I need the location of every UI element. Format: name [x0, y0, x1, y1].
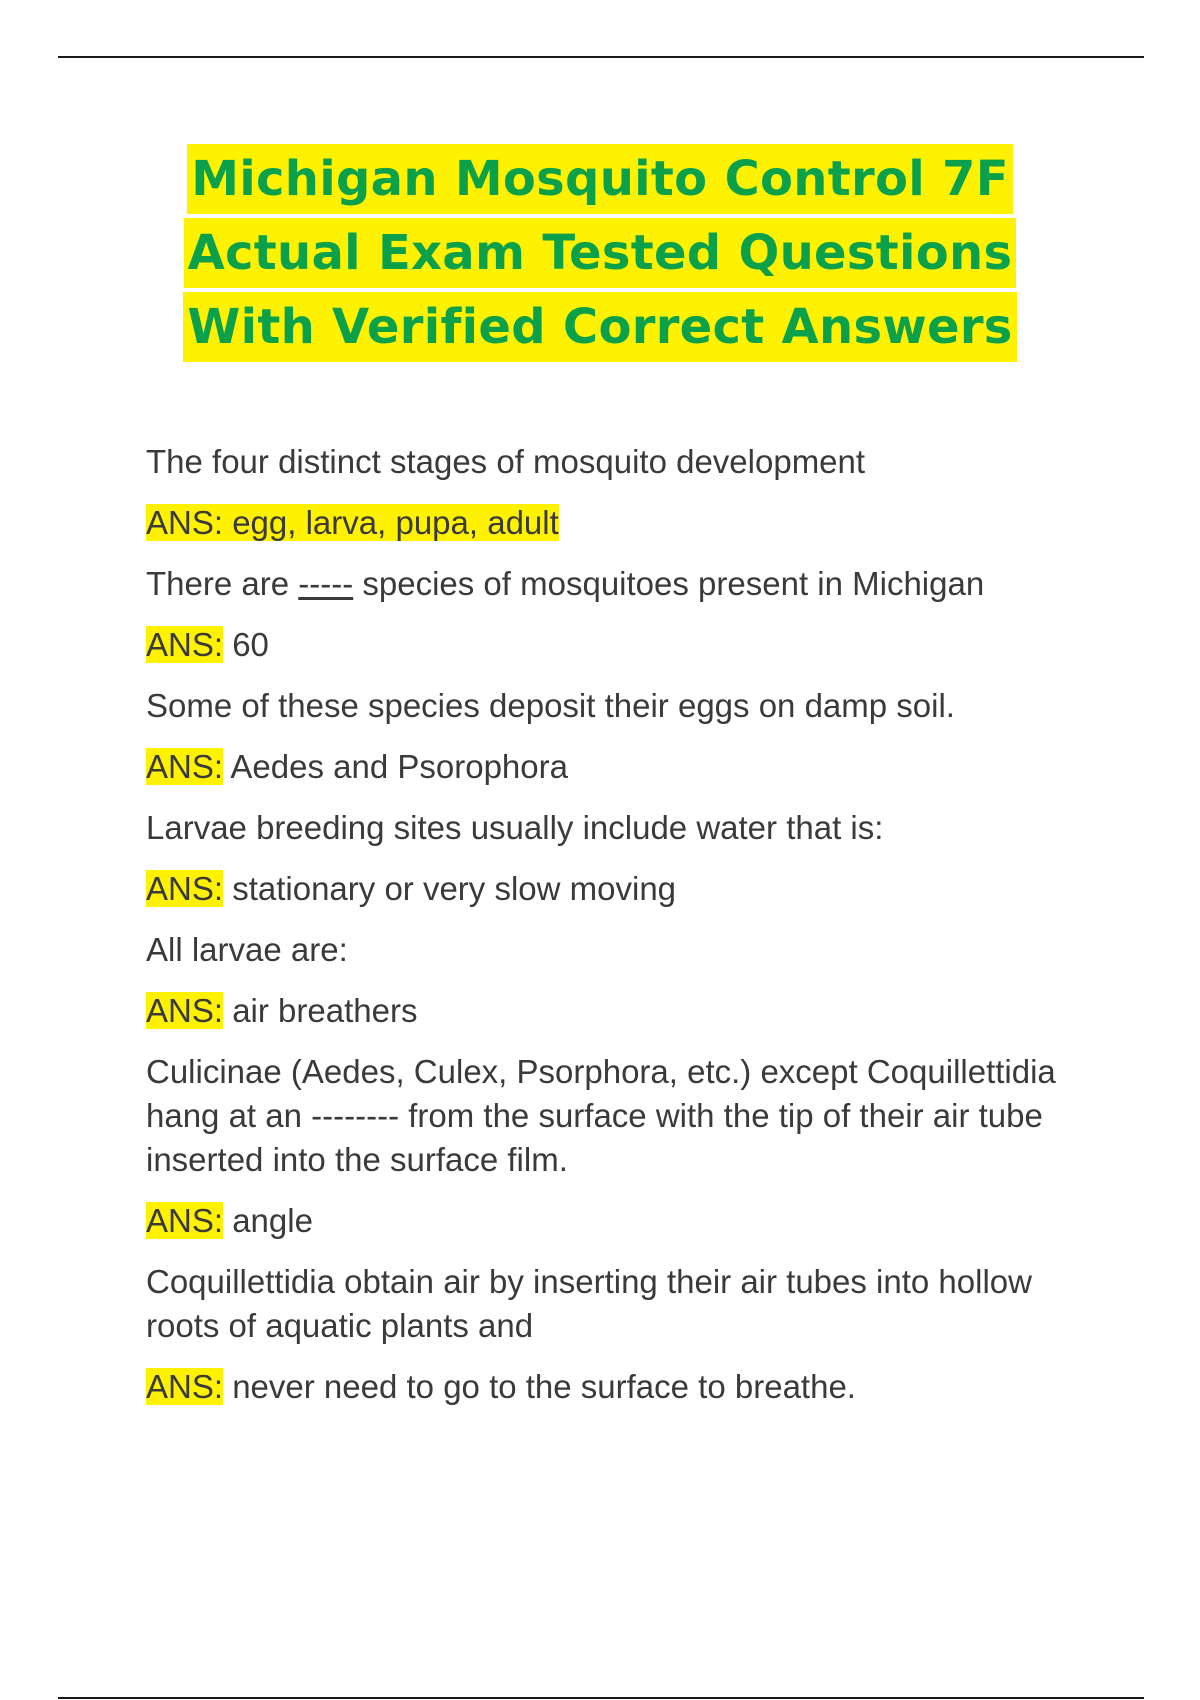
ans-label: ANS: — [146, 748, 224, 785]
document-title — [0, 144, 1200, 366]
answer-7 — [146, 1365, 1086, 1409]
title-line-1: Michigan Mosquito Control 7F — [0, 144, 1200, 214]
answer-2 — [146, 623, 1086, 667]
question-1: The four distinct stages of mosquito development — [146, 443, 866, 480]
qa-list — [146, 440, 1086, 1426]
question-3: Some of these species deposit their eggs on damp soil. — [146, 687, 955, 724]
bottom-rule — [58, 1697, 1144, 1699]
ans-label: ANS: — [146, 870, 224, 907]
ans-label: ANS: — [146, 1368, 224, 1405]
ans-label: ANS: — [146, 1202, 224, 1239]
answer-text: Aedes and Psorophora — [230, 748, 568, 785]
ans-label: ANS: — [146, 626, 224, 663]
answer-5 — [146, 989, 1086, 1033]
answer-text: never need to go to the surface to breathe. — [232, 1368, 856, 1405]
top-rule — [58, 56, 1144, 58]
question-5: All larvae are: — [146, 931, 348, 968]
title-line-3: With Verified Correct Answers — [0, 292, 1200, 362]
question-6: Culicinae (Aedes, Culex, Psorphora, etc.) except Coquillettidia hang at an -------- from the surface with the tip of their air tube inserted into the surface film. — [146, 1053, 1056, 1178]
ans-label: ANS: — [146, 992, 224, 1029]
ans-label: ANS: — [146, 504, 224, 541]
answer-text: 60 — [232, 626, 269, 663]
question-4: Larvae breeding sites usually include water that is: — [146, 809, 884, 846]
question-7: Coquillettidia obtain air by inserting their air tubes into hollow roots of aquatic plants and — [146, 1263, 1032, 1344]
question-2: There are ----- species of mosquitoes present in Michigan — [146, 565, 985, 602]
answer-6 — [146, 1199, 1086, 1243]
answer-3 — [146, 745, 1086, 789]
answer-text: stationary or very slow moving — [232, 870, 677, 907]
answer-4 — [146, 867, 1086, 911]
blank: ----- — [298, 565, 354, 602]
answer-1 — [146, 501, 1086, 545]
title-line-2: Actual Exam Tested Questions — [0, 218, 1200, 288]
answer-text: air breathers — [232, 992, 418, 1029]
answer-text: angle — [232, 1202, 313, 1239]
answer-text: egg, larva, pupa, adult — [232, 504, 559, 541]
